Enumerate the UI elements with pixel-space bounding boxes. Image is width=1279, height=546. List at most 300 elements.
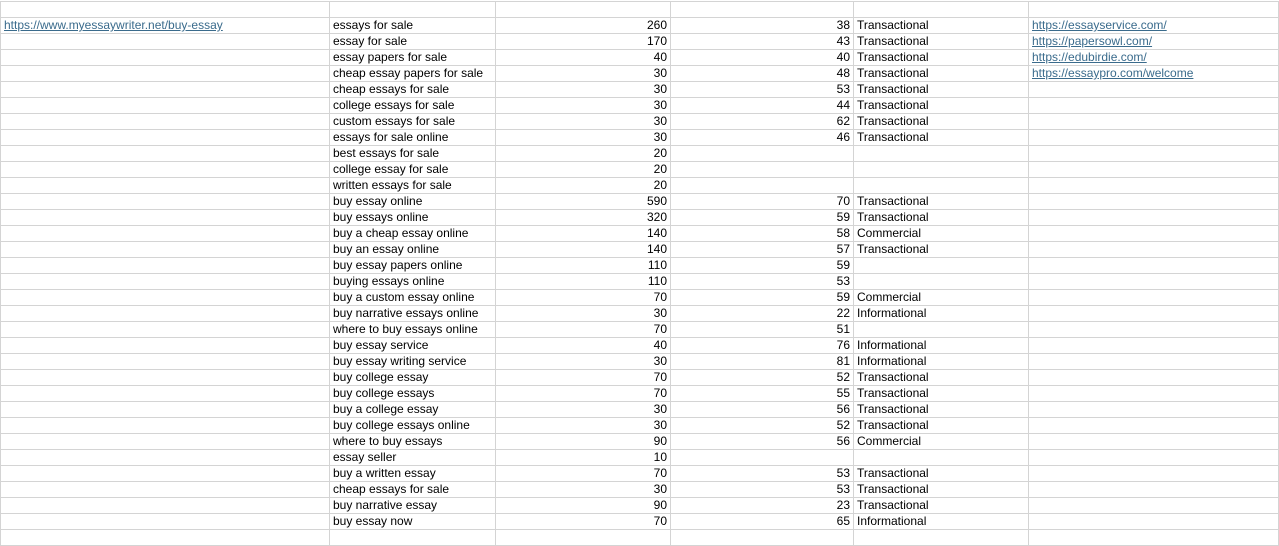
intent-cell[interactable] (854, 114, 1029, 130)
keyword-cell-text: buy college essays (333, 386, 435, 400)
volume-cell[interactable] (496, 162, 671, 178)
competitor-cell[interactable] (1029, 34, 1279, 50)
url-cell[interactable] (1, 306, 330, 322)
volume-cell[interactable] (496, 98, 671, 114)
intent-cell[interactable] (854, 482, 1029, 498)
intent-cell[interactable] (854, 418, 1029, 434)
difficulty-cell[interactable] (671, 338, 854, 354)
competitor-cell[interactable] (1029, 402, 1279, 418)
difficulty-cell[interactable] (671, 466, 854, 482)
intent-cell[interactable] (854, 130, 1029, 146)
competitor-cell[interactable] (1029, 18, 1279, 34)
empty-cell[interactable] (1, 2, 330, 18)
difficulty-cell-text: 53 (836, 482, 850, 496)
volume-cell[interactable] (496, 194, 671, 210)
keyword-cell[interactable] (330, 178, 496, 194)
url-cell[interactable] (1, 130, 330, 146)
difficulty-cell-text: 53 (836, 274, 850, 288)
volume-cell[interactable] (496, 34, 671, 50)
volume-cell[interactable] (496, 370, 671, 386)
intent-cell[interactable] (854, 194, 1029, 210)
url-cell[interactable] (1, 466, 330, 482)
competitor-cell[interactable] (1029, 290, 1279, 306)
table-row (1, 226, 1279, 242)
difficulty-cell-text: 62 (836, 114, 850, 128)
difficulty-cell[interactable] (671, 274, 854, 290)
competitor-cell[interactable] (1029, 498, 1279, 514)
volume-cell[interactable] (496, 338, 671, 354)
intent-cell[interactable] (854, 434, 1029, 450)
keyword-cell[interactable] (330, 210, 496, 226)
volume-cell-text: 30 (653, 130, 667, 144)
difficulty-cell-text: 56 (836, 402, 850, 416)
competitor-cell[interactable] (1029, 162, 1279, 178)
intent-cell[interactable] (854, 210, 1029, 226)
keyword-cell-text: essay seller (333, 450, 397, 464)
empty-cell[interactable] (496, 530, 671, 546)
competitor-cell[interactable] (1029, 226, 1279, 242)
intent-cell[interactable] (854, 34, 1029, 50)
keyword-cell-text: essay for sale (333, 34, 408, 48)
difficulty-cell-text: 53 (836, 466, 850, 480)
volume-cell-text: 90 (653, 434, 667, 448)
url-link[interactable]: https://essaypro.com/welcome (1032, 66, 1194, 80)
intent-cell[interactable] (854, 450, 1029, 466)
competitor-cell[interactable] (1029, 242, 1279, 258)
competitor-cell[interactable] (1029, 258, 1279, 274)
difficulty-cell[interactable] (671, 306, 854, 322)
url-cell[interactable] (1, 34, 330, 50)
table-row (1, 194, 1279, 210)
competitor-cell[interactable] (1029, 130, 1279, 146)
keyword-cell[interactable] (330, 322, 496, 338)
keyword-cell-text: buy essay papers online (333, 258, 463, 272)
table-row (1, 274, 1279, 290)
url-cell[interactable] (1, 226, 330, 242)
intent-cell[interactable] (854, 498, 1029, 514)
difficulty-cell[interactable] (671, 50, 854, 66)
volume-cell[interactable] (496, 18, 671, 34)
volume-cell[interactable] (496, 402, 671, 418)
volume-cell-text: 30 (653, 306, 667, 320)
intent-cell[interactable] (854, 18, 1029, 34)
keyword-cell[interactable] (330, 162, 496, 178)
url-cell[interactable] (1, 146, 330, 162)
empty-cell[interactable] (1029, 530, 1279, 546)
volume-cell-text: 30 (653, 418, 667, 432)
url-cell[interactable] (1, 82, 330, 98)
intent-cell-text: Informational (857, 306, 927, 320)
volume-cell[interactable] (496, 226, 671, 242)
difficulty-cell[interactable] (671, 450, 854, 466)
volume-cell-text: 30 (653, 354, 667, 368)
intent-cell-text: Transactional (857, 18, 929, 32)
intent-cell-text: Transactional (857, 98, 929, 112)
intent-cell-text: Commercial (857, 434, 922, 448)
competitor-cell[interactable] (1029, 514, 1279, 530)
difficulty-cell[interactable] (671, 354, 854, 370)
volume-cell[interactable] (496, 178, 671, 194)
empty-cell[interactable] (1, 530, 330, 546)
volume-cell-text: 30 (653, 82, 667, 96)
volume-cell-text: 30 (653, 66, 667, 80)
intent-cell[interactable] (854, 226, 1029, 242)
competitor-cell[interactable] (1029, 50, 1279, 66)
url-cell[interactable] (1, 194, 330, 210)
volume-cell[interactable] (496, 130, 671, 146)
intent-cell[interactable] (854, 370, 1029, 386)
table-row (1, 210, 1279, 226)
keyword-cell[interactable] (330, 194, 496, 210)
keyword-cell[interactable] (330, 146, 496, 162)
competitor-cell[interactable] (1029, 146, 1279, 162)
table-row (1, 530, 1279, 546)
competitor-cell[interactable] (1029, 450, 1279, 466)
difficulty-cell[interactable] (671, 402, 854, 418)
table-row (1, 338, 1279, 354)
url-cell[interactable] (1, 290, 330, 306)
difficulty-cell-text: 38 (836, 18, 850, 32)
empty-cell[interactable] (671, 2, 854, 18)
difficulty-cell[interactable] (671, 146, 854, 162)
url-cell[interactable] (1, 98, 330, 114)
volume-cell-text: 170 (646, 34, 667, 48)
volume-cell[interactable] (496, 306, 671, 322)
volume-cell-text: 40 (653, 338, 667, 352)
url-cell[interactable] (1, 210, 330, 226)
keyword-cell-text: buy a cheap essay online (333, 226, 469, 240)
volume-cell[interactable] (496, 66, 671, 82)
intent-cell[interactable] (854, 178, 1029, 194)
difficulty-cell-text: 59 (836, 210, 850, 224)
volume-cell[interactable] (496, 146, 671, 162)
url-cell[interactable] (1, 482, 330, 498)
intent-cell-text: Transactional (857, 402, 929, 416)
empty-cell[interactable] (496, 2, 671, 18)
competitor-cell[interactable] (1029, 434, 1279, 450)
intent-cell[interactable] (854, 354, 1029, 370)
url-cell[interactable] (1, 386, 330, 402)
difficulty-cell[interactable] (671, 66, 854, 82)
volume-cell[interactable] (496, 466, 671, 482)
keyword-cell-text: essays for sale online (333, 130, 449, 144)
volume-cell[interactable] (496, 82, 671, 98)
keyword-cell-text: buy essay writing service (333, 354, 467, 368)
competitor-cell[interactable] (1029, 306, 1279, 322)
table-row (1, 130, 1279, 146)
competitor-cell[interactable] (1029, 178, 1279, 194)
url-cell[interactable] (1, 274, 330, 290)
url-cell[interactable] (1, 514, 330, 530)
difficulty-cell[interactable] (671, 210, 854, 226)
intent-cell-text: Informational (857, 354, 927, 368)
volume-cell-text: 20 (653, 162, 667, 176)
url-link[interactable]: https://www.myessaywriter.net/buy-essay (4, 18, 223, 32)
table-row (1, 18, 1279, 34)
volume-cell[interactable] (496, 258, 671, 274)
keyword-cell[interactable] (330, 82, 496, 98)
volume-cell[interactable] (496, 450, 671, 466)
difficulty-cell-text: 65 (836, 514, 850, 528)
url-cell[interactable] (1, 258, 330, 274)
difficulty-cell[interactable] (671, 258, 854, 274)
table-row (1, 290, 1279, 306)
url-cell[interactable] (1, 18, 330, 34)
empty-cell[interactable] (854, 530, 1029, 546)
keyword-cell-text: buy a written essay (333, 466, 436, 480)
keyword-cell[interactable] (330, 34, 496, 50)
volume-cell-text: 320 (646, 210, 667, 224)
intent-cell[interactable] (854, 274, 1029, 290)
keyword-cell[interactable] (330, 290, 496, 306)
table-row (1, 498, 1279, 514)
header-row (1, 2, 1279, 18)
url-cell[interactable] (1, 242, 330, 258)
difficulty-cell[interactable] (671, 226, 854, 242)
table-row (1, 450, 1279, 466)
difficulty-cell[interactable] (671, 114, 854, 130)
intent-cell[interactable] (854, 402, 1029, 418)
volume-cell-text: 260 (646, 18, 667, 32)
competitor-cell[interactable] (1029, 418, 1279, 434)
volume-cell-text: 40 (653, 50, 667, 64)
volume-cell-text: 70 (653, 386, 667, 400)
competitor-cell[interactable] (1029, 386, 1279, 402)
table-row (1, 34, 1279, 50)
difficulty-cell[interactable] (671, 194, 854, 210)
volume-cell[interactable] (496, 354, 671, 370)
url-link[interactable]: https://essayservice.com/ (1032, 18, 1167, 32)
difficulty-cell[interactable] (671, 34, 854, 50)
intent-cell[interactable] (854, 306, 1029, 322)
keyword-cell-text: cheap essay papers for sale (333, 66, 484, 80)
difficulty-cell[interactable] (671, 18, 854, 34)
empty-cell[interactable] (1029, 2, 1279, 18)
difficulty-cell-text: 59 (836, 290, 850, 304)
difficulty-cell[interactable] (671, 498, 854, 514)
volume-cell-text: 20 (653, 146, 667, 160)
keyword-cell[interactable] (330, 466, 496, 482)
url-cell[interactable] (1, 450, 330, 466)
keyword-cell[interactable] (330, 226, 496, 242)
volume-cell-text: 20 (653, 178, 667, 192)
url-cell[interactable] (1, 338, 330, 354)
keyword-cell[interactable] (330, 482, 496, 498)
competitor-cell[interactable] (1029, 274, 1279, 290)
table-row (1, 370, 1279, 386)
url-cell[interactable] (1, 322, 330, 338)
volume-cell[interactable] (496, 498, 671, 514)
keyword-cell-text: college essay for sale (333, 162, 449, 176)
keyword-cell[interactable] (330, 338, 496, 354)
empty-cell[interactable] (854, 2, 1029, 18)
volume-cell[interactable] (496, 114, 671, 130)
intent-cell[interactable] (854, 258, 1029, 274)
difficulty-cell[interactable] (671, 82, 854, 98)
table-row (1, 322, 1279, 338)
volume-cell-text: 590 (646, 194, 667, 208)
competitor-cell[interactable] (1029, 114, 1279, 130)
intent-cell[interactable] (854, 242, 1029, 258)
volume-cell[interactable] (496, 290, 671, 306)
difficulty-cell[interactable] (671, 322, 854, 338)
difficulty-cell[interactable] (671, 434, 854, 450)
difficulty-cell[interactable] (671, 290, 854, 306)
keyword-cell[interactable] (330, 434, 496, 450)
keyword-cell[interactable] (330, 114, 496, 130)
empty-cell[interactable] (671, 530, 854, 546)
competitor-cell[interactable] (1029, 482, 1279, 498)
keyword-cell[interactable] (330, 386, 496, 402)
difficulty-cell[interactable] (671, 242, 854, 258)
competitor-cell[interactable] (1029, 338, 1279, 354)
difficulty-cell[interactable] (671, 418, 854, 434)
competitor-cell[interactable] (1029, 82, 1279, 98)
volume-cell[interactable] (496, 418, 671, 434)
competitor-cell[interactable] (1029, 66, 1279, 82)
keyword-cell[interactable] (330, 18, 496, 34)
competitor-cell[interactable] (1029, 98, 1279, 114)
volume-cell-text: 30 (653, 114, 667, 128)
competitor-cell[interactable] (1029, 194, 1279, 210)
table-row (1, 402, 1279, 418)
volume-cell-text: 70 (653, 290, 667, 304)
url-cell[interactable] (1, 402, 330, 418)
table-row (1, 434, 1279, 450)
keyword-cell[interactable] (330, 274, 496, 290)
intent-cell[interactable] (854, 162, 1029, 178)
volume-cell[interactable] (496, 434, 671, 450)
intent-cell[interactable] (854, 50, 1029, 66)
intent-cell[interactable] (854, 466, 1029, 482)
intent-cell-text: Transactional (857, 418, 929, 432)
intent-cell[interactable] (854, 98, 1029, 114)
keyword-cell-text: cheap essays for sale (333, 82, 450, 96)
volume-cell-text: 90 (653, 498, 667, 512)
volume-cell-text: 110 (647, 258, 667, 272)
volume-cell-text: 30 (653, 402, 667, 416)
competitor-cell[interactable] (1029, 370, 1279, 386)
intent-cell[interactable] (854, 386, 1029, 402)
volume-cell[interactable] (496, 482, 671, 498)
url-cell[interactable] (1, 434, 330, 450)
keyword-cell[interactable] (330, 354, 496, 370)
url-cell[interactable] (1, 178, 330, 194)
volume-cell[interactable] (496, 50, 671, 66)
difficulty-cell-text: 76 (836, 338, 850, 352)
empty-cell[interactable] (330, 530, 496, 546)
difficulty-cell-text: 46 (836, 130, 850, 144)
keyword-cell-text: buy a custom essay online (333, 290, 475, 304)
table-row (1, 162, 1279, 178)
keyword-cell-text: written essays for sale (333, 178, 452, 192)
competitor-cell[interactable] (1029, 210, 1279, 226)
difficulty-cell[interactable] (671, 370, 854, 386)
volume-cell[interactable] (496, 514, 671, 530)
intent-cell[interactable] (854, 66, 1029, 82)
table-row (1, 258, 1279, 274)
competitor-cell[interactable] (1029, 322, 1279, 338)
keyword-cell-text: buy narrative essay (333, 498, 438, 512)
intent-cell[interactable] (854, 322, 1029, 338)
table-row (1, 386, 1279, 402)
volume-cell[interactable] (496, 242, 671, 258)
difficulty-cell-text: 56 (836, 434, 850, 448)
volume-cell-text: 140 (646, 226, 667, 240)
difficulty-cell[interactable] (671, 162, 854, 178)
difficulty-cell[interactable] (671, 130, 854, 146)
table-row (1, 146, 1279, 162)
keyword-cell-text: buy a college essay (333, 402, 439, 416)
difficulty-cell-text: 52 (836, 418, 850, 432)
keyword-cell[interactable] (330, 450, 496, 466)
intent-cell-text: Commercial (857, 226, 922, 240)
url-cell[interactable] (1, 114, 330, 130)
difficulty-cell[interactable] (671, 98, 854, 114)
table-row (1, 50, 1279, 66)
keyword-cell[interactable] (330, 242, 496, 258)
difficulty-cell[interactable] (671, 178, 854, 194)
url-cell[interactable] (1, 498, 330, 514)
keyword-cell[interactable] (330, 306, 496, 322)
url-cell[interactable] (1, 418, 330, 434)
difficulty-cell-text: 43 (836, 34, 850, 48)
volume-cell-text: 30 (653, 98, 667, 112)
url-cell[interactable] (1, 162, 330, 178)
intent-cell-text: Transactional (857, 194, 929, 208)
keyword-cell[interactable] (330, 514, 496, 530)
difficulty-cell[interactable] (671, 386, 854, 402)
keyword-cell[interactable] (330, 370, 496, 386)
keyword-cell[interactable] (330, 418, 496, 434)
url-link[interactable]: https://papersowl.com/ (1032, 34, 1153, 48)
competitor-cell[interactable] (1029, 466, 1279, 482)
difficulty-cell[interactable] (671, 514, 854, 530)
intent-cell[interactable] (854, 338, 1029, 354)
table-row (1, 418, 1279, 434)
url-cell[interactable] (1, 50, 330, 66)
volume-cell[interactable] (496, 386, 671, 402)
table-row (1, 306, 1279, 322)
keyword-cell[interactable] (330, 98, 496, 114)
keyword-cell[interactable] (330, 258, 496, 274)
competitor-cell[interactable] (1029, 354, 1279, 370)
url-link[interactable]: https://edubirdie.com/ (1032, 50, 1147, 64)
url-cell[interactable] (1, 66, 330, 82)
keyword-cell-text: buy essay online (333, 194, 423, 208)
url-cell[interactable] (1, 370, 330, 386)
intent-cell[interactable] (854, 146, 1029, 162)
difficulty-cell-text: 52 (836, 370, 850, 384)
keyword-cell[interactable] (330, 498, 496, 514)
keyword-cell-text: buy narrative essays online (333, 306, 479, 320)
empty-cell[interactable] (330, 2, 496, 18)
intent-cell[interactable] (854, 290, 1029, 306)
intent-cell-text: Transactional (857, 66, 929, 80)
volume-cell[interactable] (496, 210, 671, 226)
keyword-cell-text: buy essay service (333, 338, 429, 352)
url-cell[interactable] (1, 354, 330, 370)
keyword-cell[interactable] (330, 66, 496, 82)
intent-cell[interactable] (854, 514, 1029, 530)
keyword-cell[interactable] (330, 50, 496, 66)
keyword-cell[interactable] (330, 402, 496, 418)
volume-cell[interactable] (496, 274, 671, 290)
intent-cell[interactable] (854, 82, 1029, 98)
volume-cell[interactable] (496, 322, 671, 338)
difficulty-cell[interactable] (671, 482, 854, 498)
keyword-cell[interactable] (330, 130, 496, 146)
